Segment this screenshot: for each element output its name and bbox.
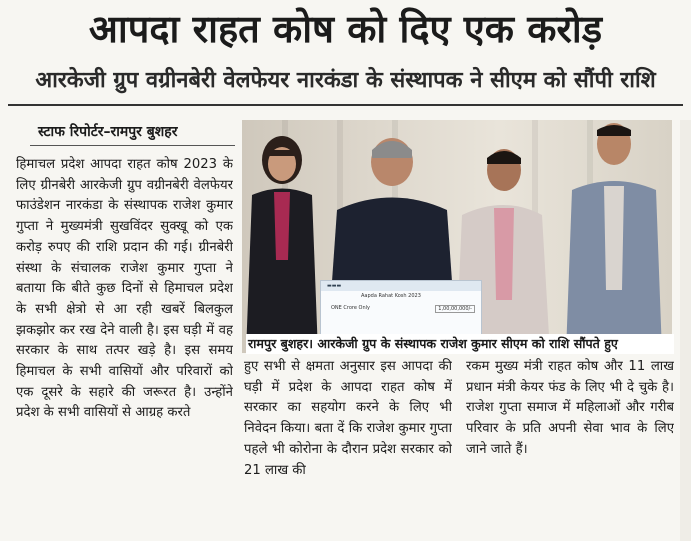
cheque-amount: 1,00,00,000/- bbox=[435, 305, 475, 313]
headline: आपदा राहत कोष को दिए एक करोड़ bbox=[88, 7, 603, 51]
byline: स्टाफ रिपोर्टर–रामपुर बुशहर bbox=[38, 124, 178, 140]
byline-divider bbox=[30, 145, 235, 146]
cheque bbox=[320, 280, 482, 338]
article-column-2: हुए सभी से क्षमता अनुसार इस आपदा की घड़ी में प्रदेश के आपदा राहत कोष में सरकार का सहयोग करने के लिए भी निवेदन किया। बता दें कि राजेश कुमार गुप्ता पहले भी कोरोना के दौरान प्रदेश सरकार को 21 लाख की bbox=[244, 359, 452, 478]
adjacent-column-edge bbox=[680, 120, 691, 541]
headline-divider bbox=[8, 104, 683, 106]
photo-caption: रामपुर बुशहर। आरकेजी ग्रुप के संस्थापक राजेश कुमार सीएम को राशि सौंपते हुए bbox=[246, 334, 674, 354]
article-column-1: हिमाचल प्रदेश आपदा राहत कोष 2023 के लिए ग्रीनबेरी आरकेजी ग्रुप वग्रीनबेरी वेलफेयर फाउंडेशन नारकंडा के संस्थापक राजेश कुमार गुप्ता ने मुख्यमंत्री सुखविंदर सुक्खू को एक करोड़ रुपए की राशि प्रदान की गई। ग्रीनबेरी संस्था के संचालक राजेश कुमार गुप्ता ने बताया कि बीते कुछ दिनों से हिमाचल प्रदेश के सभी क्षेत्रो से आ रही खबरें बिलकुल झकझोर कर रख देने वाली है। इस घड़ी में वह सरकार के साथ तत्पर खड़े है। इस समय हिमाचल के सभी वासियों और परिवारों को एक दूसरे के सहारे की जरूरत है। उन्होंने प्रदेश के सभी वासियों से आग्रह करते bbox=[16, 157, 233, 421]
subheadline: आरकेजी ग्रुप वग्रीनबेरी वेलफेयर नारकंडा के संस्थापक ने सीएम को सौंपी राशि bbox=[35, 68, 656, 93]
cheque-payee: Aapda Rahat Kosh 2023 bbox=[361, 293, 421, 299]
cheque-amount-words: ONE Crore Only bbox=[331, 305, 370, 311]
cheque-bank-mark: ▬▬▬ bbox=[327, 283, 342, 289]
article-column-3: रकम मुख्य मंत्री राहत कोष और 11 लाख प्रधान मंत्री केयर फंड के लिए भी दे चुके है। राजेश गुप्ता समाज में महिलाओं और गरीब परिवार के प्रति अपनी सेवा भाव के लिए जाने जाते हैं। bbox=[466, 359, 674, 457]
news-photo bbox=[242, 120, 672, 353]
